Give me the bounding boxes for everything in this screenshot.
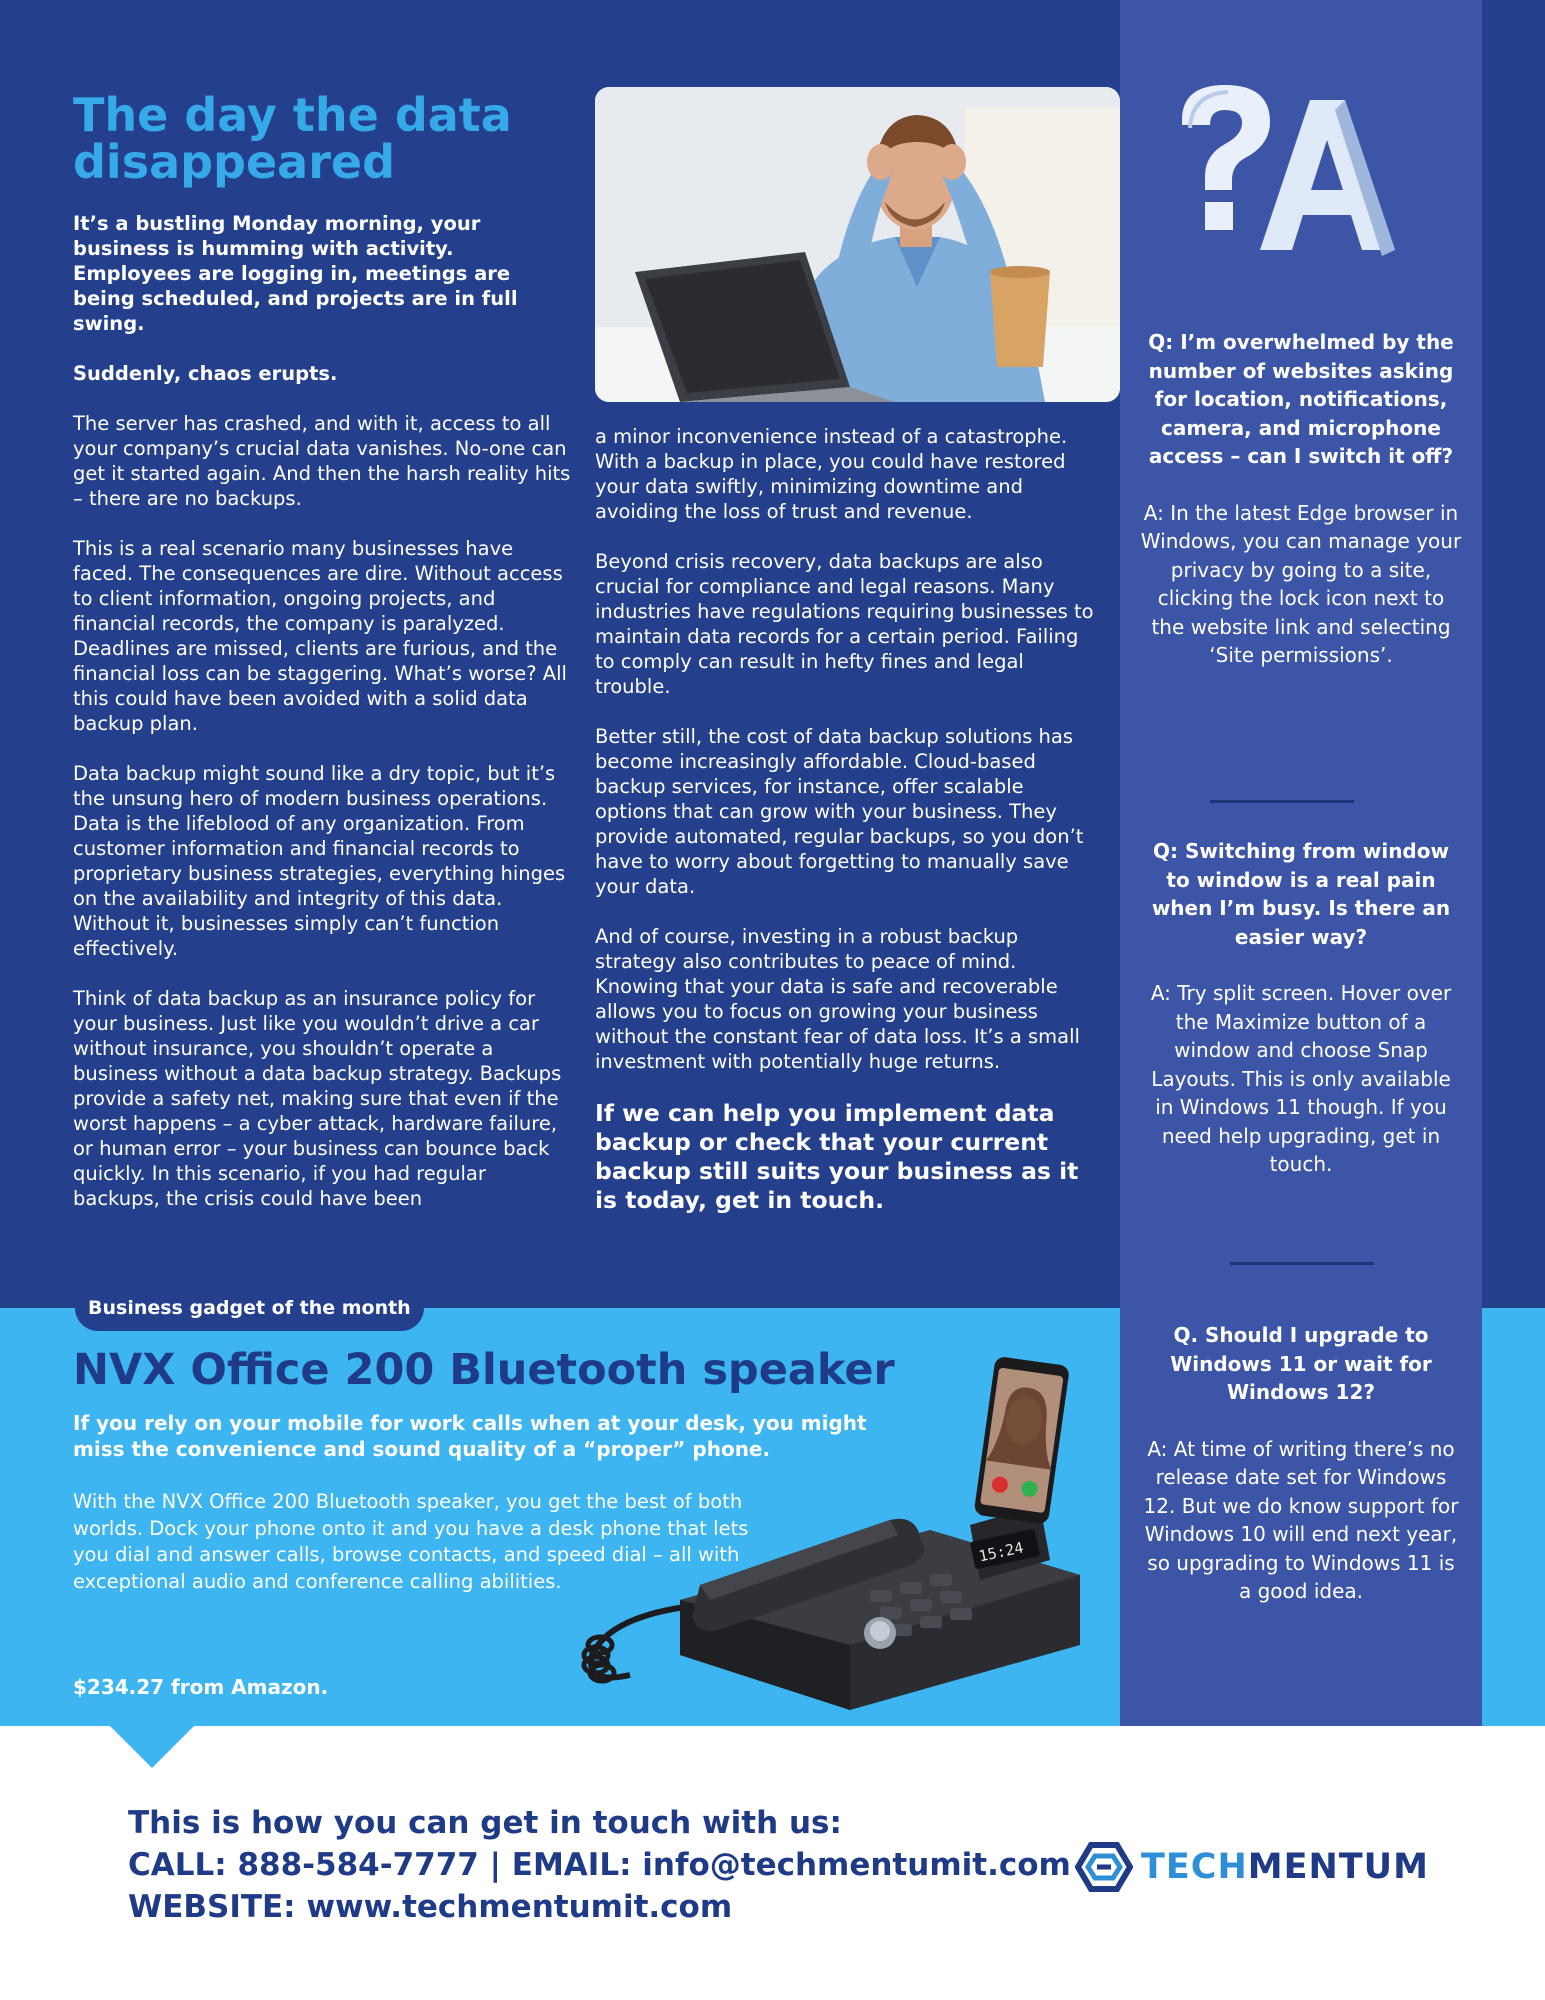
article-col1-paragraph-4: This is a real scenario many businesses have faced. The consequences are dire. Without access to client information, ongoing projects, and financial records, the company is paralyzed. Deadlines are missed, clients are furious, and the financial loss can be staggering. What’s worse? All this could have been avoided with a solid data backup plan. xyxy=(73,537,567,735)
qa-question-1: Q: I’m overwhelmed by the number of websites asking for location, notifications, camera, and microphone access – can I switch it off? xyxy=(1148,330,1454,468)
qa-answer-3: A: At time of writing there’s no release date set for Windows 12. But we do know support for Windows 10 will end next year, so upgrading to Windows 11 is a good idea. xyxy=(1143,1436,1459,1603)
article-col2-paragraph-4: And of course, investing in a robust backup strategy also contributes to peace of mind. Knowing that your data is safe and recoverable allows you to focus on growing your business without the constant fear of data loss. It’s a small investment with potentially huge returns. xyxy=(595,925,1080,1073)
contact-block xyxy=(128,1802,1071,1928)
article-call-to-action: If we can help you implement data backup or check that your current backup still suits your business as it is today, get in touch. xyxy=(595,1099,1079,1214)
article-col2-paragraph-1: a minor inconvenience instead of a catastrophe. With a backup in place, you could have restored your data swiftly, minimizing downtime and avoiding the loss of trust and revenue. xyxy=(595,425,1068,523)
gadget-pointer-arrow xyxy=(110,1726,194,1768)
qa-item-2 xyxy=(1140,837,1462,1179)
hexagon-logo-icon xyxy=(1075,1842,1133,1892)
stressed-man-laptop-photo xyxy=(595,87,1120,402)
brand-wordmark xyxy=(1141,1842,1429,1892)
article-col1-paragraph-6: Think of data backup as an insurance policy for your business. Just like you wouldn’t drive a car without insurance, you shouldn’t operate a business without a data backup strategy. Backups provide a safety net, making sure that even if the worst happens – a cyber attack, hardware failure, or human error – your business can bounce back quickly. In this scenario, if you had regular backups, the crisis could have been xyxy=(73,987,562,1210)
qa-edge-stripe xyxy=(1482,0,1545,1308)
qa-answer-2: A: Try split screen. Hover over the Maximize button of a window and choose Snap Layouts. This is only available in Windows 11 though. If you need help upgrading, get in touch. xyxy=(1150,981,1452,1176)
article-column-2 xyxy=(595,424,1095,1240)
article-col2-paragraph-2: Beyond crisis recovery, data backups are also crucial for compliance and legal reasons. Many industries have regulations requiring businesses to maintain data records for a certain period. Failing to comply can result in hefty fines and legal trouble. xyxy=(595,550,1094,698)
gadget-price: $234.27 from Amazon. xyxy=(73,1675,329,1699)
article-col1-paragraph-1: It’s a bustling Monday morning, your business is humming with activity. Employees are logging in, meetings are being scheduled, and projects are in full swing. xyxy=(73,212,518,335)
brand-word-mentum: MENTUM xyxy=(1247,1847,1429,1887)
contact-website[interactable]: WEBSITE: www.techmentumit.com xyxy=(128,1889,733,1925)
qa-question-2: Q: Switching from window to window is a real pain when I’m busy. Is there an easier way? xyxy=(1151,839,1451,949)
brand-word-tech: TECH xyxy=(1141,1847,1248,1887)
qa-divider-2 xyxy=(1230,1262,1374,1265)
speaker-dock-phone-image xyxy=(570,1355,1090,1715)
gadget-description: With the NVX Office 200 Bluetooth speaker, you get the best of both worlds. Dock your phone onto it and you have a desk phone that lets you dial and answer calls, browse contacts, and speed dial – all with exceptional audio and conference calling abilities. xyxy=(73,1490,749,1593)
dock-display-time: 15:24 xyxy=(977,1538,1026,1566)
article-column-1 xyxy=(73,211,573,1236)
qa-item-1 xyxy=(1140,328,1462,670)
article-col1-paragraph-2: Suddenly, chaos erupts. xyxy=(73,362,338,385)
qa-divider-1 xyxy=(1210,800,1354,803)
article-col1-paragraph-3: The server has crashed, and with it, access to all your company’s crucial data vanishes. No-one can get it started again. And then the harsh reality hits – there are no backups. xyxy=(73,412,571,510)
contact-phone-email[interactable]: CALL: 888-584-7777 | EMAIL: info@techmentumit.com xyxy=(128,1847,1071,1883)
article-title: The day the data disappeared xyxy=(73,88,512,189)
gadget-of-the-month-badge: Business gadget of the month xyxy=(75,1285,424,1331)
question-answer-logo xyxy=(1170,80,1400,280)
article-col1-paragraph-5: Data backup might sound like a dry topic, but it’s the unsung hero of modern business operations. Data is the lifeblood of any organization. From customer information and financial records to proprietary business strategies, everything hinges on the availability and integrity of this data. Without it, businesses simply can’t function effectively. xyxy=(73,762,566,960)
article-col2-paragraph-3: Better still, the cost of data backup solutions has become increasingly affordable. Cloud-based backup services, for instance, offer scalable options that can grow with your business. They provide automated, regular backups, so you don’t have to worry about forgetting to manually save your data. xyxy=(595,725,1084,898)
gadget-title: NVX Office 200 Bluetooth speaker xyxy=(73,1345,895,1395)
question-mark-letter-a-icon xyxy=(1170,80,1400,280)
contact-heading: This is how you can get in touch with us: xyxy=(128,1805,842,1841)
gadget-lead: If you rely on your mobile for work calls when at your desk, you might miss the convenience and sound quality of a “proper” phone. xyxy=(73,1411,867,1461)
qa-question-3: Q. Should I upgrade to Windows 11 or wait for Windows 12? xyxy=(1170,1323,1432,1404)
speaker-dock-illustration xyxy=(570,1355,1090,1715)
stressed-man-illustration xyxy=(595,87,1120,402)
qa-item-3 xyxy=(1140,1321,1462,1606)
qa-answer-1: A: In the latest Edge browser in Windows, you can manage your privacy by going to a site, clicking the lock icon next to the website link and selecting ‘Site permissions’. xyxy=(1140,500,1462,667)
